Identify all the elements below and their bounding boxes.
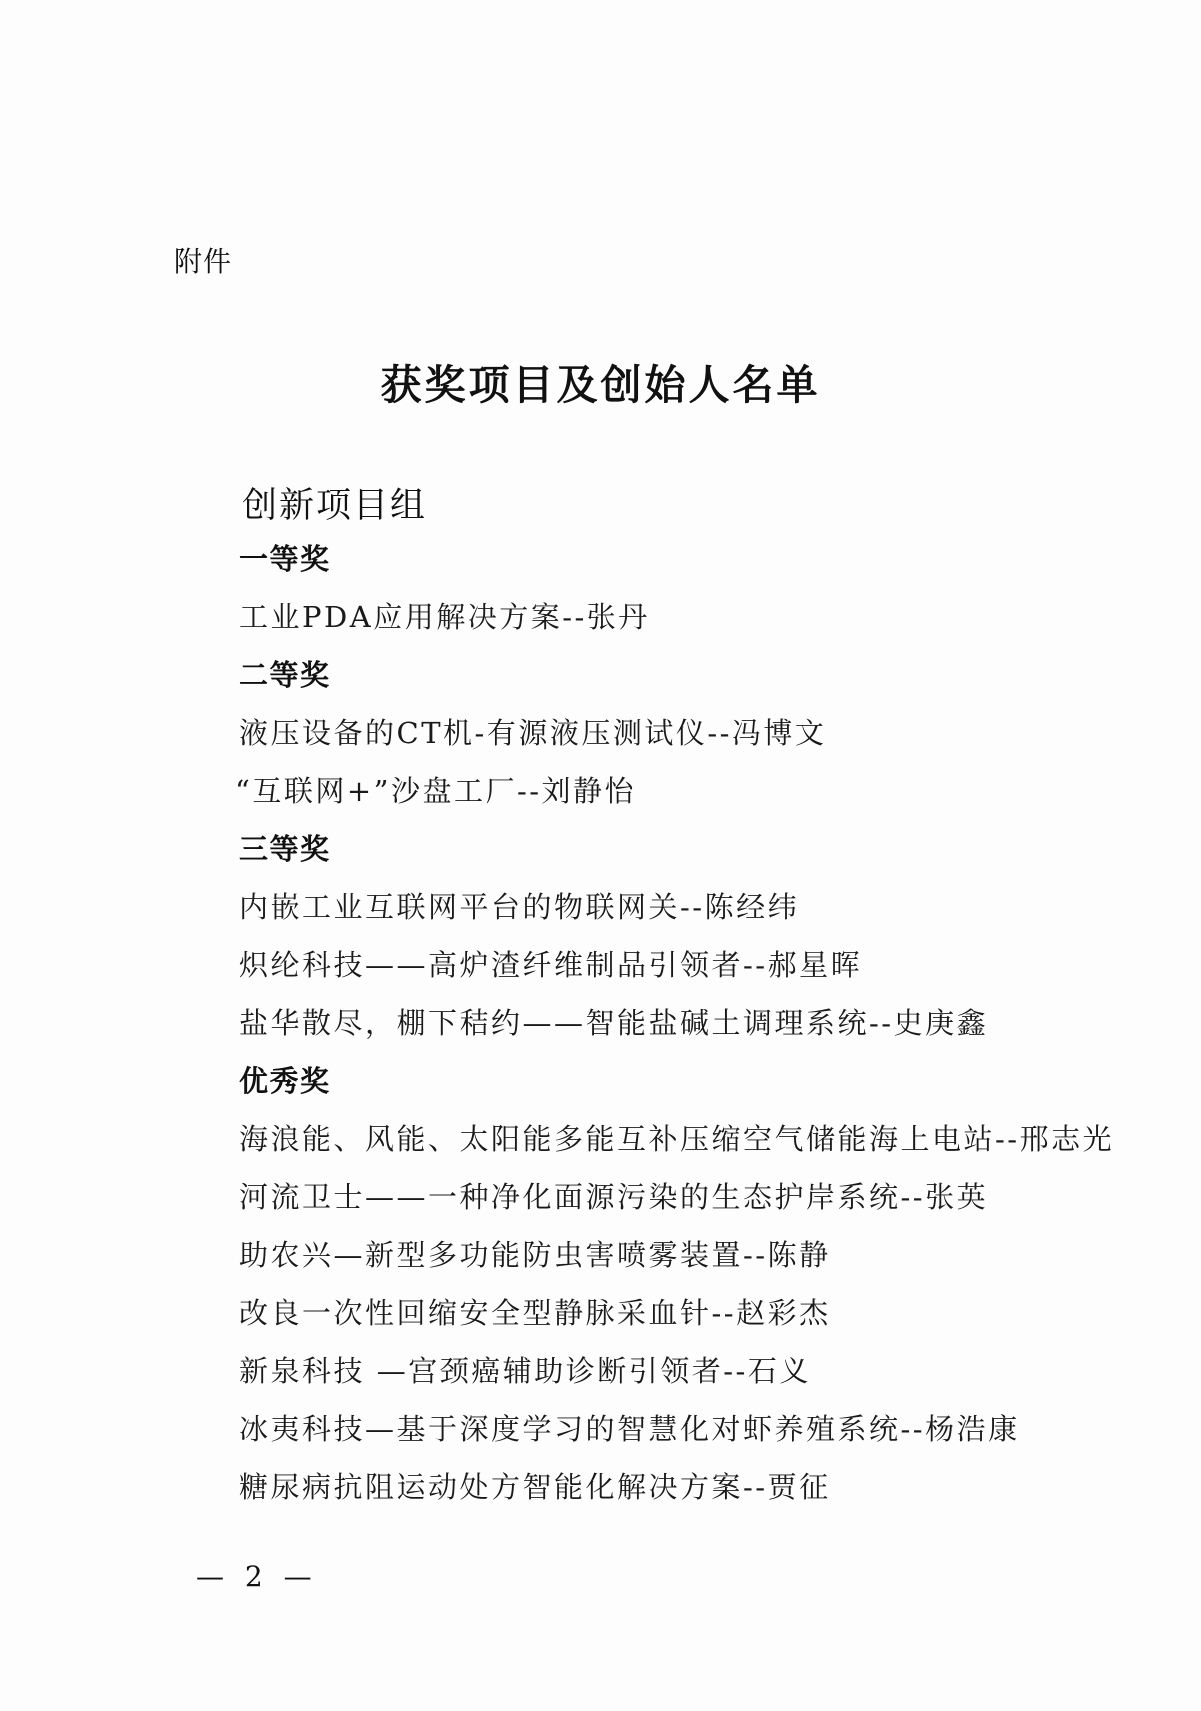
award-level-heading: 一等奖: [239, 542, 331, 576]
award-entry: 改良一次性回缩安全型静脉采血针--赵彩杰: [239, 1296, 831, 1330]
award-entry: 盐华散尽，棚下秸约——智能盐碱土调理系统--史庚鑫: [239, 1006, 989, 1040]
award-level-heading: 三等奖: [239, 832, 331, 866]
award-entry: 新泉科技 —宫颈癌辅助诊断引领者--石义: [239, 1354, 811, 1388]
award-entry: 液压设备的CT机-有源液压测试仪--冯博文: [239, 716, 827, 750]
award-entry: 河流卫士——一种净化面源污染的生态护岸系统--张英: [239, 1180, 989, 1214]
award-level-heading: 二等奖: [239, 658, 331, 692]
page-number: — 2 —: [196, 1560, 318, 1593]
document-title: 获奖项目及创始人名单: [380, 361, 821, 409]
award-entry: 炽纶科技——高炉渣纤维制品引领者--郝星晖: [239, 948, 863, 982]
award-list: [235, 530, 1139, 1516]
award-entry: “互联网+”沙盘工厂--刘静怡: [235, 774, 637, 808]
award-entry: 工业PDA应用解决方案--张丹: [239, 600, 650, 634]
award-entry: 内嵌工业互联网平台的物联网关--陈经纬: [239, 890, 800, 924]
group-heading: 创新项目组: [242, 486, 428, 526]
award-entry: 海浪能、风能、太阳能多能互补压缩空气储能海上电站--邢志光: [239, 1122, 1115, 1156]
award-level-heading: 优秀奖: [239, 1064, 331, 1098]
award-entry: 助农兴—新型多功能防虫害喷雾装置--陈静: [239, 1238, 831, 1272]
award-entry: 糖尿病抗阻运动处方智能化解决方案--贾征: [239, 1470, 831, 1504]
award-entry: 冰夷科技—基于深度学习的智慧化对虾养殖系统--杨浩康: [239, 1412, 1020, 1446]
attachment-label: 附件: [174, 245, 233, 278]
